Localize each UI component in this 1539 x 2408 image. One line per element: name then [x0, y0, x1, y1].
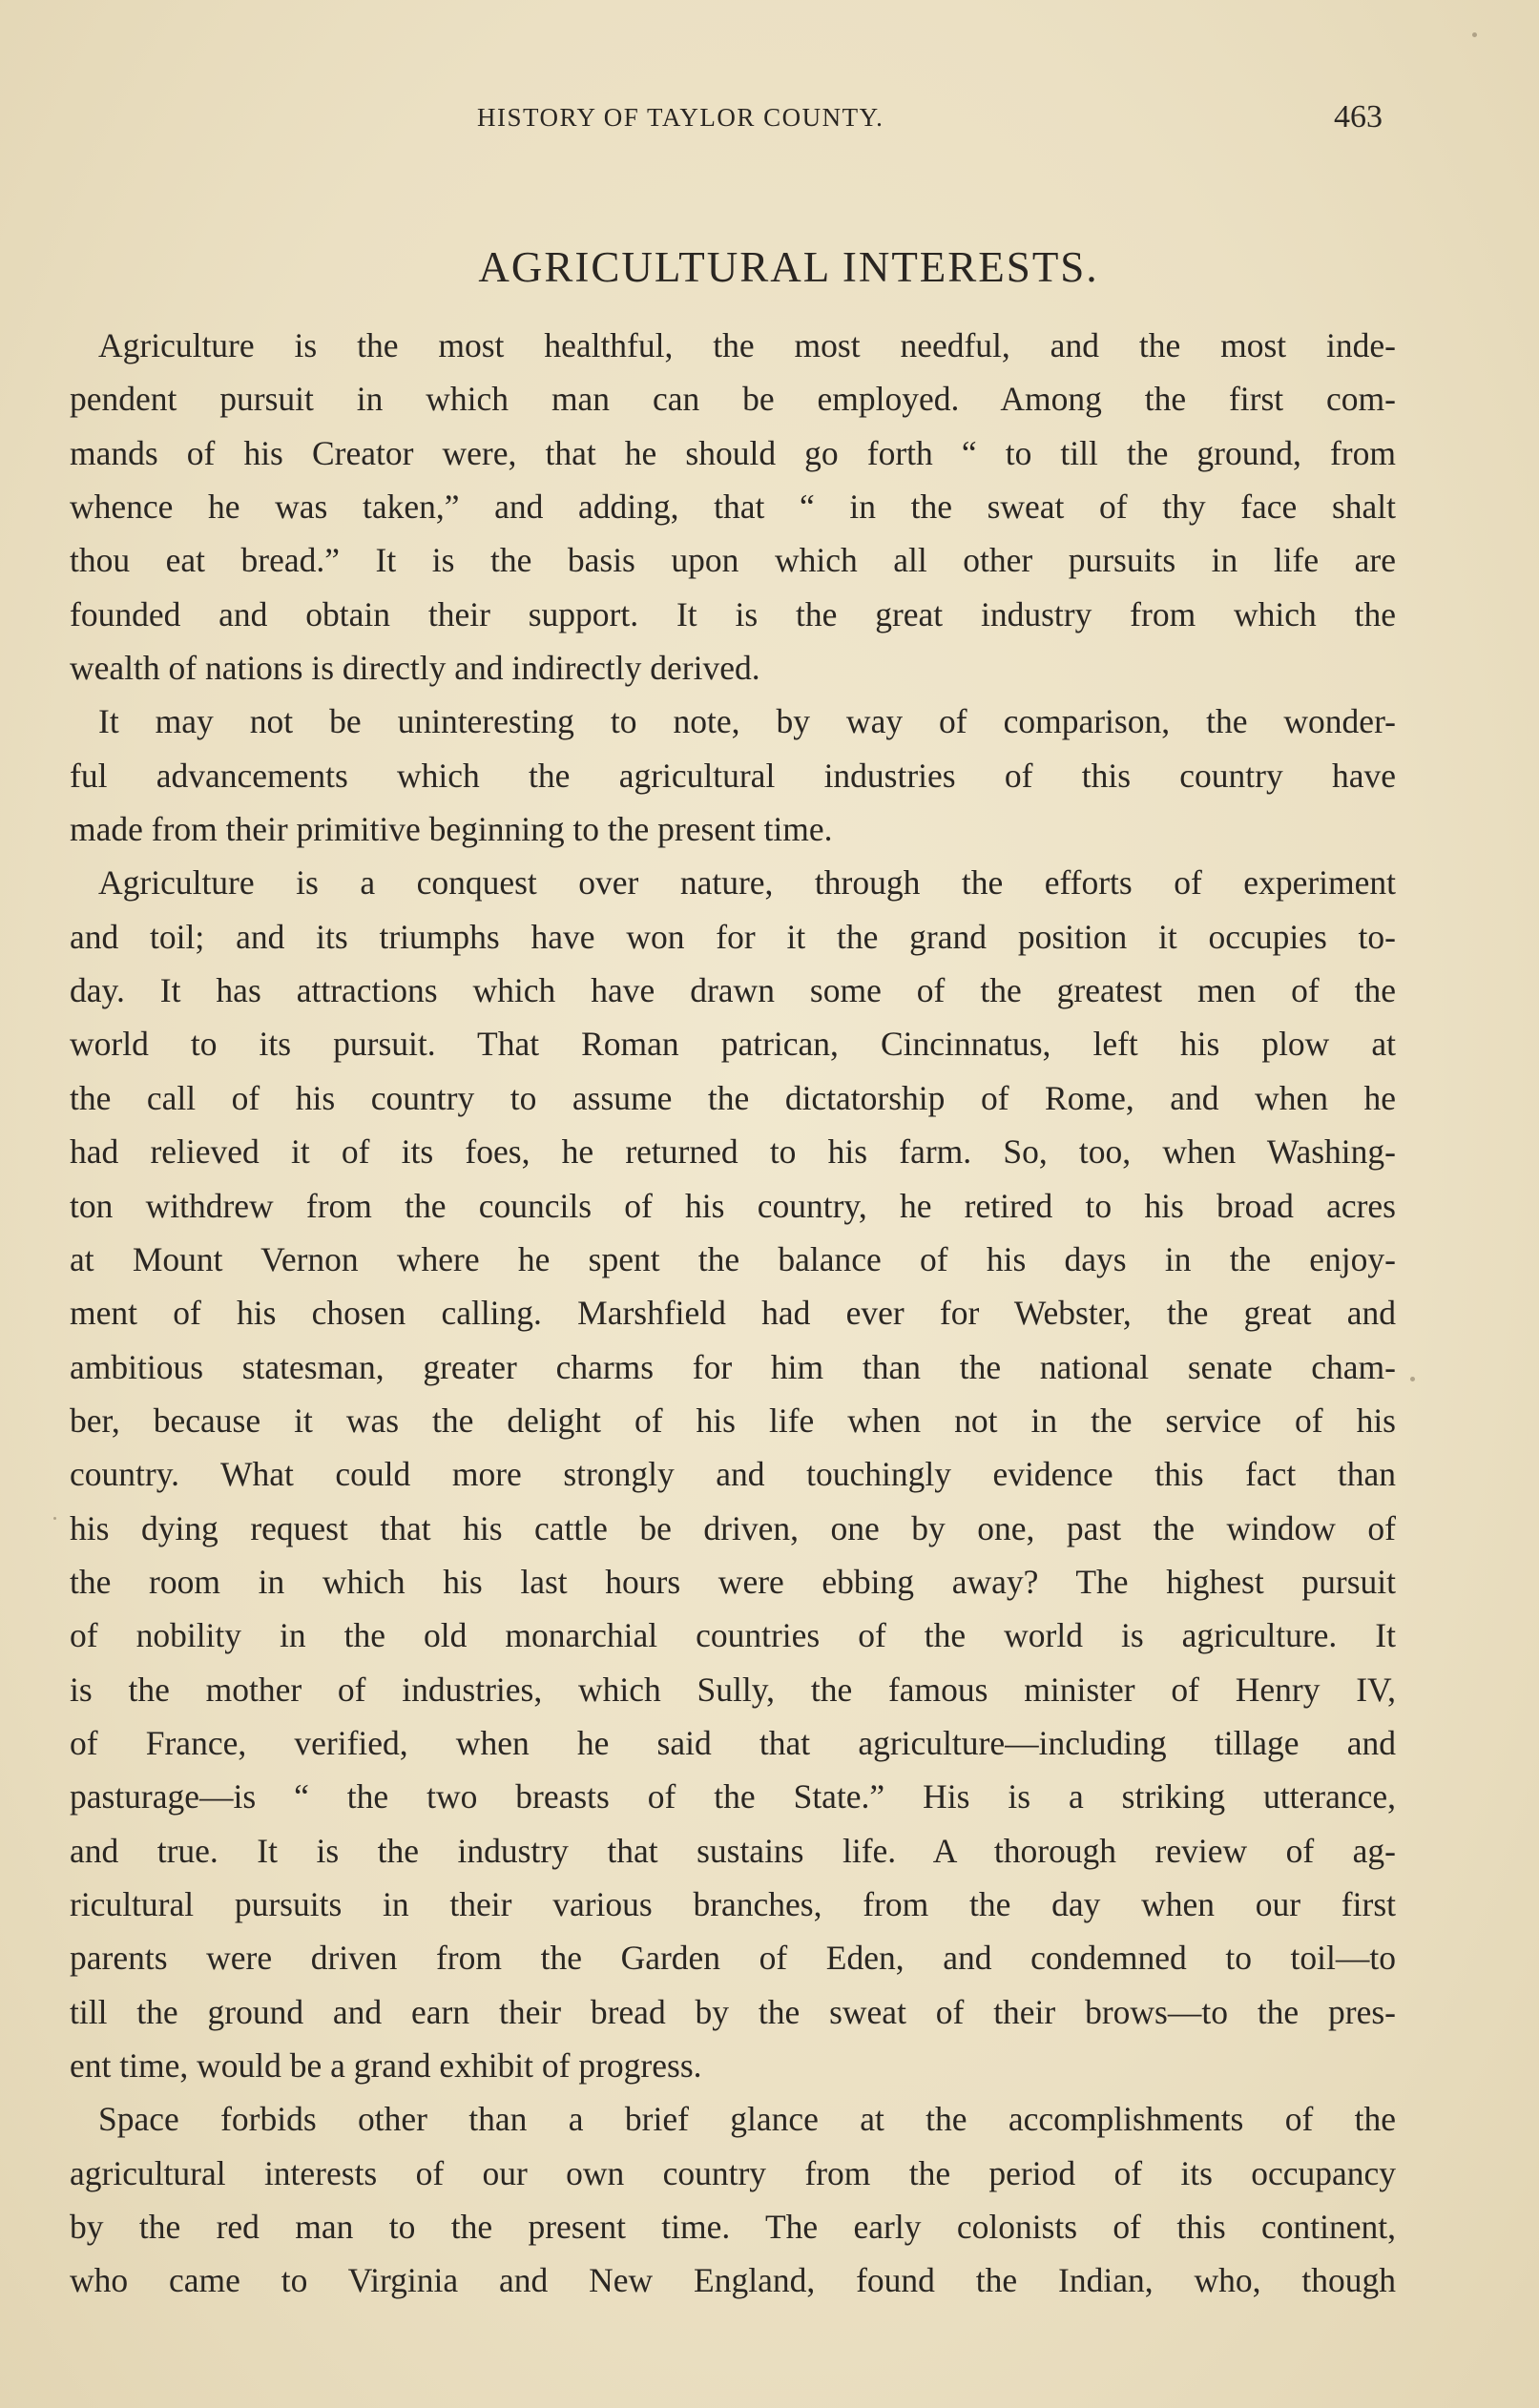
text-line: ambitious statesman, greater charms for him than the national senate cham-: [70, 1347, 1396, 1386]
text-line: country. What could more strongly and touchingly evidence this fact than: [70, 1455, 1396, 1494]
text-line: parents were driven from the Garden of Eden, and condemned to toil—to: [70, 1939, 1396, 1978]
text-line: ful advancements which the agricultural industries of this country have: [70, 756, 1396, 795]
paragraph: [70, 856, 1396, 2092]
text-line: whence he was taken,” and adding, that “ in the sweat of thy face shalt: [70, 488, 1396, 527]
text-line: by the red man to the present time. The early colonists of this continent,: [70, 2208, 1396, 2247]
text-line: It may not be uninteresting to note, by way of comparison, the wonder-: [98, 702, 1396, 741]
section-heading: AGRICULTURAL INTERESTS.: [478, 243, 1099, 291]
text-line: day. It has attractions which have drawn some of the greatest men of the: [70, 971, 1396, 1010]
text-line: who came to Virginia and New England, found the Indian, who, though: [70, 2261, 1396, 2300]
running-title: HISTORY OF TAYLOR COUNTY.: [477, 103, 884, 132]
text-line: ton withdrew from the councils of his country, he retired to his broad acres: [70, 1186, 1396, 1225]
text-line: of France, verified, when he said that agriculture—including tillage and: [70, 1723, 1396, 1762]
text-line: Space forbids other than a brief glance at the accomplishments of the: [98, 2100, 1396, 2139]
running-head: [0, 93, 1539, 141]
text-line: is the mother of industries, which Sully, the famous minister of Henry IV,: [70, 1670, 1396, 1709]
paragraph: [70, 695, 1396, 856]
text-line: the call of his country to assume the dictatorship of Rome, and when he: [70, 1078, 1396, 1117]
text-line: mands of his Creator were, that he should go forth “ to till the ground, from: [70, 433, 1396, 472]
paper-speck: [53, 1517, 56, 1520]
paper-speck: [1472, 32, 1477, 37]
text-line: Agriculture is the most healthful, the most needful, and the most inde-: [98, 326, 1396, 364]
text-line: at Mount Vernon where he spent the balance of his days in the enjoy-: [70, 1239, 1396, 1278]
text-line: his dying request that his cattle be driven, one by one, past the window of: [70, 1508, 1396, 1547]
text-line: of nobility in the old monarchial countries of the world is agriculture. It: [70, 1616, 1396, 1655]
text-line: ent time, would be a grand exhibit of progress.: [70, 2046, 702, 2085]
paragraph: [70, 2092, 1396, 2307]
text-line: founded and obtain their support. It is the great industry from which the: [70, 594, 1396, 633]
text-line: and toil; and its triumphs have won for it the grand position it occupies to-: [70, 917, 1396, 956]
text-line: ricultural pursuits in their various branches, from the day when our first: [70, 1884, 1396, 1923]
text-line: and true. It is the industry that sustains life. A thorough review of ag-: [70, 1831, 1396, 1870]
paper-speck: [1410, 1377, 1415, 1381]
text-line: ment of his chosen calling. Marshfield had ever for Webster, the great and: [70, 1294, 1396, 1333]
text-line: ber, because it was the delight of his life when not in the service of his: [70, 1401, 1396, 1440]
text-line: pasturage—is “ the two breasts of the State.” His is a striking utterance,: [70, 1777, 1396, 1816]
text-line: till the ground and earn their bread by the sweat of their brows—to the pres-: [70, 1992, 1396, 2031]
text-line: had relieved it of its foes, he returned to his farm. So, too, when Washing-: [70, 1132, 1396, 1172]
text-line: made from their primitive beginning to the present time.: [70, 810, 833, 849]
text-line: Agriculture is a conquest over nature, through the efforts of experiment: [98, 863, 1396, 903]
text-line: agricultural interests of our own country from the period of its occupancy: [70, 2153, 1396, 2192]
text-line: pendent pursuit in which man can be employed. Among the first com-: [70, 380, 1396, 419]
body-text: [70, 319, 1396, 2308]
text-line: thou eat bread.” It is the basis upon which all other pursuits in life are: [70, 541, 1396, 580]
page-number: 463: [1334, 99, 1383, 135]
text-line: world to its pursuit. That Roman patrican, Cincinnatus, left his plow at: [70, 1025, 1396, 1064]
text-line: wealth of nations is directly and indirectly derived.: [70, 649, 760, 688]
paragraph: [70, 319, 1396, 695]
text-line: the room in which his last hours were ebbing away? The highest pursuit: [70, 1562, 1396, 1601]
